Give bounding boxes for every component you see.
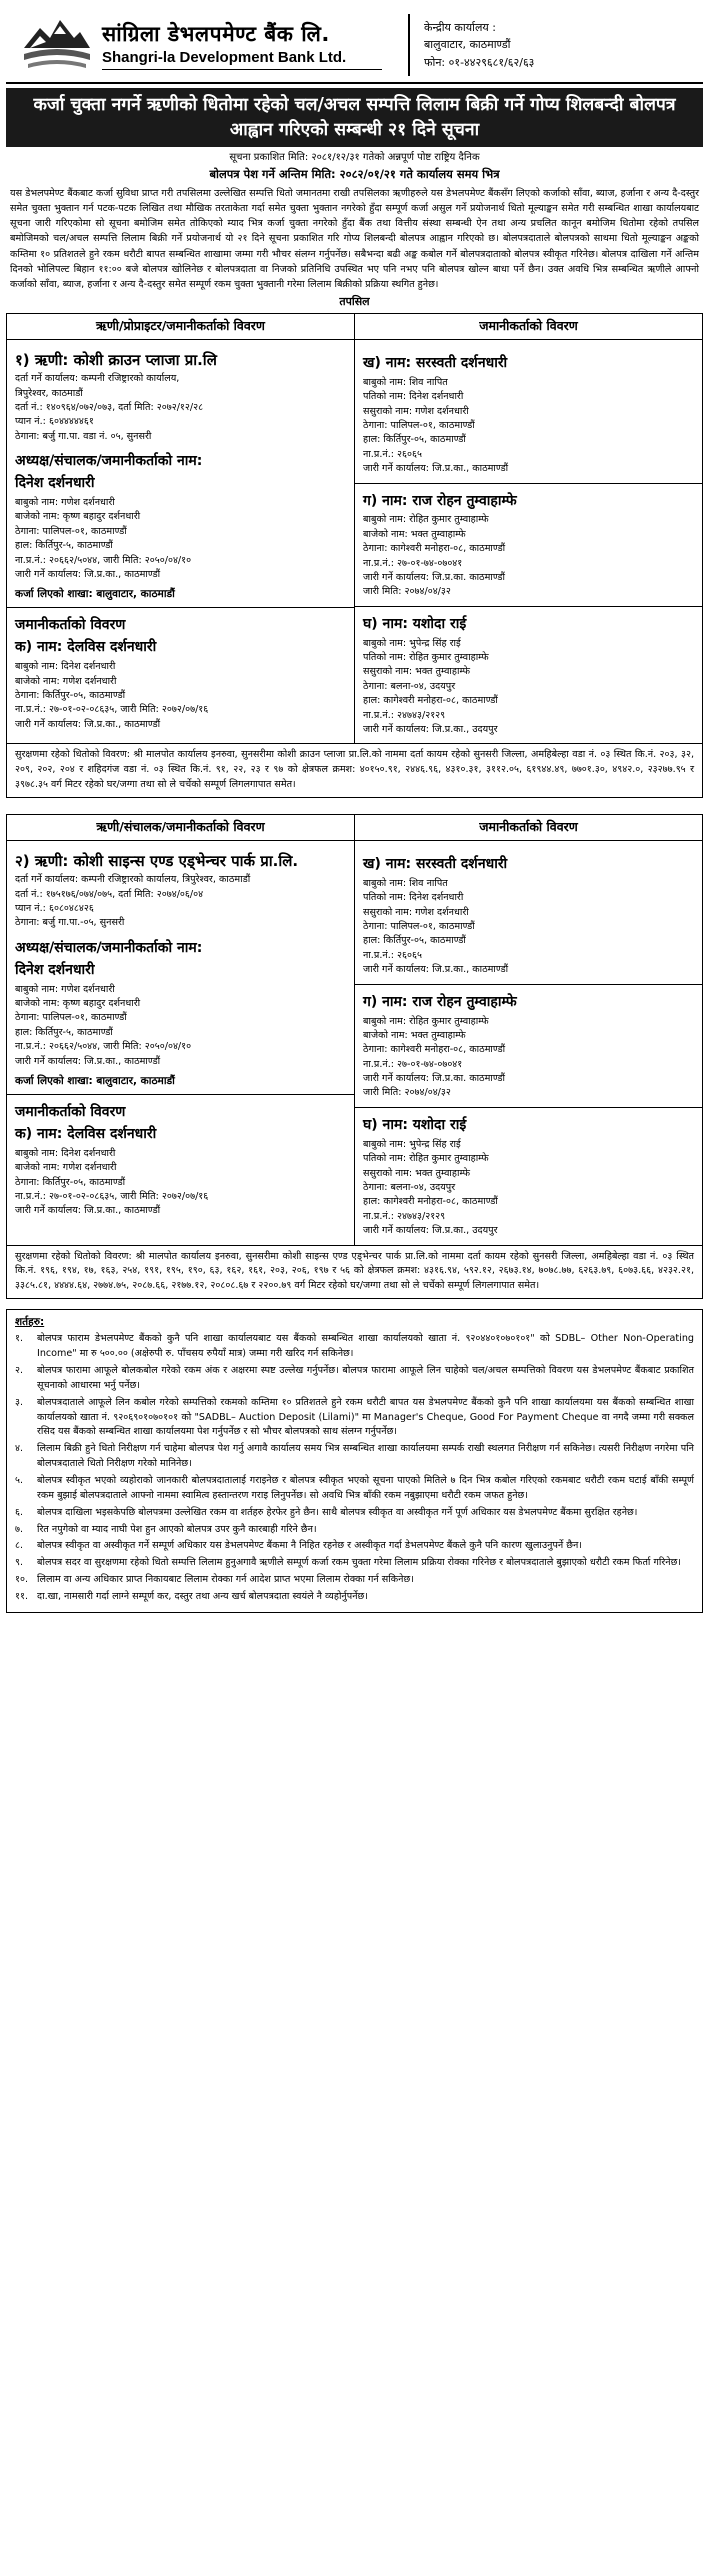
column-header: जमानीकर्ताको विवरण [355, 314, 702, 340]
term-item [15, 1506, 694, 1521]
guarantor-line: बाजेको नाम: भक्त तुम्वाहाम्फे [363, 1029, 466, 1041]
guarantor-line: जारी गर्ने कार्यालय: जि.प्र.का., काठमाण्डौं [363, 463, 509, 475]
guarantor-line: ठेगाना: किर्तिपुर-०५, काठमाण्डौं [15, 1176, 126, 1188]
bank-logo-icon [20, 14, 94, 76]
guarantor-line: जारी गर्ने कार्यालय: जि.प्र.का. काठमाण्डौं [363, 1073, 506, 1085]
term-item [15, 1539, 694, 1554]
director-line: ठेगाना: पालिपल-०१, काठमाण्डौं [15, 525, 127, 537]
director-line: बाबुको नाम: गणेश दर्शनधारी [15, 496, 115, 508]
director-heading: अध्यक्ष/संचालक/जमानीकर्ताको नाम: [15, 939, 203, 956]
collateral-details: सुरक्षणमा रहेको धितोको विवरण: श्री मालपोत कार्यालय इनरुवा, सुनसरीमा कोशी क्राउन प्लाजा प्रा.लि.को नाममा दर्ता कायम रहेको सुनसरी जिल्ला, अमहिबेल्हा वडा नं. ०३ स्थित कि.नं. २०३, ३२, २०९, २०२, २०४ र शहिदगंज वडा नं. ०३ स्थित कि.नं. ९१, २२, २३ र ९७ को क्षेत्रफल क्रमश: ४०१५०.९१, २४४६.९६, ४३१०.३१, ३११२.०५, ६१९४४.४९, ७७०१.३०, ४९४२.०, २३२७७.९५ र ३९७८.३५ वर्ग मिटर रहेको घर/जग्गा तथा सो ले चर्चेको सम्पूर्ण लिगलगापात समेत। [6, 744, 703, 798]
director-line: ना.प्र.नं.: २०६६२/५०४४, जारी मिति: २०५०/०४/१० [15, 554, 192, 566]
guarantor-line: ससुराको नाम: भक्त तुम्वाहाम्फे [363, 1167, 470, 1179]
guarantor-line: हाल: किर्तिपुर-०५, काठमाण्डौं [363, 935, 466, 947]
guarantor-line: ससुराको नाम: गणेश दर्शनधारी [363, 906, 469, 918]
term-item [15, 1590, 694, 1605]
term-item [15, 1364, 694, 1394]
borrower-line: दर्ता नं.: १४०९६४/०७२/०७३, दर्ता मिति: २०७२/१२/२८ [15, 401, 204, 413]
guarantor-line: जारी गर्ने कार्यालय: जि.प्र.का., काठमाण्डौं [15, 718, 161, 730]
director-line: हाल: किर्तिपुर-५, काठमाण्डौं [15, 540, 113, 552]
guarantor-line: बाबुको नाम: रोहित कुमार तुम्वाहाम्फे [363, 514, 489, 526]
borrower-line: त्रिपुरेश्वर, काठमाडौं [15, 387, 83, 399]
guarantor-line: हाल: कागेश्वरी मनोहरा-०८, काठमाण्डौं [363, 695, 498, 707]
borrower-name: १) ऋणी: कोशी क्राउन प्लाजा प्रा.लि [15, 350, 217, 369]
bank-name [102, 20, 382, 71]
term-number: ५. [15, 1474, 24, 1486]
divider [7, 607, 354, 608]
guarantor-line: जारी गर्ने कार्यालय: जि.प्र.का., उदयपुर [363, 724, 498, 736]
term-number: ६. [15, 1506, 24, 1518]
term-number: ९. [15, 1557, 24, 1569]
office-phone: फोन: ०१-४४२९६८१/६२/६३ [424, 55, 535, 69]
office-address: बालुवाटार, काठमाण्डौं [424, 38, 511, 52]
borrower-line: दर्ता गर्ने कार्यालय: कम्पनी रजिष्ट्रारको कार्यालय, त्रिपुरेश्वर, काठमाडौं [15, 874, 251, 886]
guarantor-line: ना.प्र.नं.: २६०६५ [363, 949, 422, 961]
borrower-line: ठेगाना: बर्जु गा.पा. वडा नं. ०५, सुनसरी [15, 430, 152, 442]
notice-body: यस डेभलपमेण्ट बैंकबाट कर्जा सुविधा प्राप्त गरी तपसिलमा उल्लेखित सम्पत्ति धितो जमानतमा राखी तपसिलका ऋणीहरुले यस डेभलपमेण्ट बैंकसँग लिएको कर्जाको साँवा, ब्याज, हर्जाना र अन्य दै-दस्तुर समेत चुक्ता भुक्तान गर्न पटक-पटक लिखित तथा मौखिक तरताकेता गर्दा समेत चुक्ता भुक्तान नगरेको हुँदा सम्पूर्ण कर्जा असुल गर्ने प्रयोजनार्थ धितो मूल्याङ्कन समेत गरी सम्बन्धित शाखा कार्यालयबाट सूचना जारी गरिएकोमा सो सूचना बमोजिम समेत तोकिएको म्याद भित्र कर्जा चुक्ता नगरेको हुँदा बैंक तथा वित्तीय संस्था सम्बन्धी ऐन तथा अन्य प्रचलित कानून बमोजिम धितोमा रहेको तपसिल बमोजिमको चल/अचल सम्पत्ति लिलाम बिक्री गर्ने प्रयोजनार्थ यो २१ दिने सूचना प्रकाशित गरि गोप्य शिलबन्दी बोलपत्र आह्वान गरिएको छ। बोलपत्रदाताले बोलपत्रको साथमा धितो मूल्याङ्कन अङ्कको कम्तिमा १० प्रतिशतले हुने रकम धरौटी बापत सम्बन्धित शाखामा जम्मा गरी भौचर संलग्न गर्नुपर्नेछ। सबैभन्दा बढी अङ्क कबोल गर्ने बोलपत्रदाताको बोलपत्र स्वीकृत गरिनेछ। बोलपत्र दाखिला गर्ने अन्तिम दिनको भोलिपल्ट बिहान ११:०० बजे बोलपत्र खोलिनेछ र बोलपत्रदाता वा निजको प्रतिनिधि उपस्थित भए पनि नभए पनि बोलपत्र खोल्न बाधा पर्ने छैन। उक्त अवधि भित्र सम्बन्धित ऋणीले आफ्नो कर्जाको साँवा, ब्याज, हर्जाना र अन्य दै-दस्तुर समेत सम्पूर्ण रकम चुक्ता भुक्तानी गरेमा लिलाम बिक्रीको प्रक्रिया स्थगित हुनेछ। [10, 188, 699, 290]
term-text: बोलपत्र दाखिला भइसकेपछि बोलपत्रमा उल्लेखित रकम वा शर्तहरु हेरफेर हुने छैन। साथै बोलपत्र स्वीकृत वा अस्वीकृत गर्ने पूर्ण अधिकार यस डेभलपमेण्ट बैंकमा सुरक्षित रहनेछ। [37, 1506, 638, 1518]
guarantor-line: जारी गर्ने कार्यालय: जि.प्र.का., उदयपुर [363, 1225, 498, 1237]
director-line: ठेगाना: पालिपल-०१, काठमाण्डौं [15, 1012, 127, 1024]
guarantor-line: जारी गर्ने कार्यालय: जि.प्र.का., काठमाण्डौं [15, 1205, 161, 1217]
borrower-column [7, 314, 354, 743]
term-item [15, 1442, 694, 1472]
director-line: हाल: किर्तिपुर-५, काठमाण्डौं [15, 1026, 113, 1038]
borrower-line: प्यान नं.: ६०४४४४४६१ [15, 416, 94, 428]
guarantor-name: ग) नाम: राज रोहन तुम्वाहाम्फे [363, 492, 517, 509]
divider [7, 1094, 354, 1095]
director-name: दिनेश दर्शनधारी [15, 475, 95, 492]
column-header: ऋणी/संचालक/जमानीकर्ताको विवरण [7, 815, 354, 841]
guarantor-line: जारी मिति: २०७४/०४/३२ [363, 586, 451, 598]
term-text: लिलाम बिक्री हुने धितो निरीक्षण गर्न चाहेमा बोलपत्र पेश गर्नु अगावै कार्यालय समय भित्र सम्बन्धित शाखा कार्यालयमा सम्पर्क राखी स्थलगत निरीक्षण गर्न सकिनेछ। त्यसरी निरीक्षण नगरेमा पनि बोलपत्रदाताले धितो निरीक्षण गरेको मानिनेछ। [37, 1443, 694, 1470]
guarantor-line: पतिको नाम: दिनेश दर्शनधारी [363, 892, 464, 904]
borrower-table-1 [6, 313, 703, 744]
guarantor-line: ना.प्र.नं.: २४७४३/२१२९ [363, 709, 446, 721]
term-text: बोलपत्र फाराम डेभलपमेण्ट बैंकको कुनै पनि शाखा कार्यालयबाट यस बैंकको सम्बन्धित शाखा कार्यालयको खाता नं. ९२०४४०१०७०१०१" को SDBL– Other Non-Operating Income" मा रु ५००.०० (अक्षेरुपी रु. पाँचसय रुपैयाँ मात्र) जम्मा गरी खरिद गर्न सकिनेछ। [37, 1333, 694, 1360]
term-number: २. [15, 1364, 24, 1376]
guarantor-line: ठेगाना: किर्तिपुर-०५, काठमाण्डौं [15, 690, 126, 702]
office-label: केन्द्रीय कार्यालय : [424, 20, 496, 34]
guarantor-line: जारी गर्ने कार्यालय: जि.प्र.का., काठमाण्डौं [363, 964, 509, 976]
borrower-column [7, 815, 354, 1244]
guarantor-line: बाबुको नाम: शिव नापित [363, 376, 448, 388]
divider [355, 606, 702, 607]
guarantor-column [354, 314, 702, 743]
divider [355, 1107, 702, 1108]
bank-name-nepali: सांग्रिला डेभलपमेण्ट बैंक लि. [102, 21, 330, 46]
column-header: जमानीकर्ताको विवरण [355, 815, 702, 841]
guarantor-name: क) नाम: देलविस दर्शनधारी [15, 639, 157, 656]
director-heading: अध्यक्ष/संचालक/जमानीकर्ताको नाम: [15, 453, 203, 470]
guarantor-line: हाल: कागेश्वरी मनोहरा-०८, काठमाण्डौं [363, 1196, 498, 1208]
term-item [15, 1474, 694, 1504]
collateral-details: सुरक्षणमा रहेको धितोको विवरण: श्री मालपोत कार्यालय इनरुवा, सुनसरीमा कोशी साइन्स एण्ड एड्भेन्चर पार्क प्रा.लि.को नाममा दर्ता कायम रहेको सुनसरी जिल्ला, अमहिबेल्हा वडा नं. ०३ स्थित कि.नं. १९६, १९४, १७, १६३, २५४, १९१, १९५, १९०, ६३, १६२, १६१, २०३, २०६, १९७ र ५६ को क्षेत्रफल क्रमश: ४३१६.९४, ५९२.१२, २६७३.१४, ७०७८.७७, ६२६३.७९, ६०७३.६६, ४२३२.२१, ३३८५.८१, ४४४४.६४, २७७४.७५, २०८७.६६, २१७७.१२, २०८०८.६७ र २२००.७९ वर्ग मिटर रहेको घर/जग्गा तथा सो ले चर्चेको सम्पूर्ण लिगलगापात समेत। [6, 1246, 703, 1300]
guarantor-name: क) नाम: देलविस दर्शनधारी [15, 1126, 157, 1143]
term-item [15, 1332, 694, 1362]
guarantor-name: घ) नाम: यशोदा राई [363, 615, 467, 632]
term-text: लिलाम वा अन्य अधिकार प्राप्त निकायबाट लिलाम रोक्का गर्न आदेश प्राप्त भएमा लिलाम रोक्का गर्न सकिनेछ। [37, 1574, 414, 1586]
term-text: रित नपुगेको वा म्याद नाघी पेश हुन आएको बोलपत्र उपर कुनै कारबाही गरिने छैन। [37, 1523, 317, 1535]
guarantor-line: ना.प्र.नं.: २७-०१-०२-०८६३५, जारी मिति: २०७२/०७/१६ [15, 1191, 209, 1203]
term-number: ७. [15, 1523, 24, 1535]
director-name: दिनेश दर्शनधारी [15, 961, 95, 978]
term-item [15, 1573, 694, 1588]
director-line: ना.प्र.नं.: २०६६२/५०४४, जारी मिति: २०५०/०४/१० [15, 1041, 192, 1053]
guarantor-line: बाजेको नाम: गणेश दर्शनधारी [15, 675, 117, 687]
term-text: बोलपत्र स्वीकृत भएको व्यहोराको जानकारी बोलपत्रदातालाई गराइनेछ र बोलपत्र स्वीकृत भएको सूचना पाएको मितिले ७ दिन भित्र कबोल गरिएको रकमबाट धरौटी रकम घटाई बाँकी सम्पूर्ण रकम बुझाई बोलपत्रदाताले आफ्नो नाममा स्वामित्व हस्तान्तरण गराइ लिनुपर्नेछ। सो अवधि भित्र बाँकी रकम नबुझाएमा धरौटी रकम जफत हुनेछ। [37, 1474, 694, 1501]
term-text: बोलपत्रदाताले आफूले लिन कबोल गरेको सम्पत्तिको रकमको कम्तिमा १० प्रतिशतले हुने रकम धरौटी बापत यस डेभलपमेण्ट बैंकको कुनै पनि शाखा कार्यालयमा यस बैंकको सम्बन्धित शाखा कार्यालयको खाता नं. ९२०६९०१०७०१०१ को "SADBL– Auction Deposit (Lilami)" मा Manager's Cheque, Good For Payment Cheque वा नगदै जम्मा गरी सक्कल रसिद यस बैंकको सम्बन्धित शाखा कार्यालयमा पेश गर्नुपर्नेछ र सो भौचर बोलपत्रको साथ संलग्न गर्नुपर्नेछ। [37, 1396, 694, 1438]
guarantor-line: बाबुको नाम: दिनेश दर्शनधारी [15, 661, 116, 673]
submission-deadline: बोलपत्र पेश गर्ने अन्तिम मिति: २०८२/०१/२१ गते कार्यालय समय भित्र [209, 166, 500, 181]
term-number: ३. [15, 1396, 24, 1408]
guarantor-line: ससुराको नाम: भक्त तुम्वाहाम्फे [363, 666, 470, 678]
term-item [15, 1556, 694, 1571]
guarantor-line: पतिको नाम: रोहित कुमार तुम्वाहाम्फे [363, 652, 489, 664]
borrower-table-2 [6, 814, 703, 1245]
guarantor-name: ख) नाम: सरस्वती दर्शनधारी [363, 856, 508, 873]
term-number: ८. [15, 1540, 24, 1552]
guarantor-line: बाजेको नाम: भक्त तुम्वाहाम्फे [363, 528, 466, 540]
schedule-heading: तपसिल [339, 295, 370, 309]
guarantor-line: ना.प्र.नं.: २७-०१-७४-०७०४१ [363, 1058, 463, 1070]
guarantor-line: ठेगाना: कागेश्वरी मनोहरा-०८, काठमाण्डौं [363, 1044, 506, 1056]
term-text: बोलपत्र फारामा आफूले बोलकबोल गरेको रकम अंक र अक्षरमा स्पष्ट उल्लेख गर्नुपर्नेछ। बोलपत्र फारामा आफूले लिन चाहेको चल/अचल सम्पत्तिको विवरण यस डेभलपमेण्ट बैंकबाट प्रकाशित सूचनाको आधारमा भर्नु पर्नेछ। [37, 1364, 694, 1391]
term-text: बोलपत्र स्वीकृत वा अस्वीकृत गर्ने सम्पूर्ण अधिकार यस डेभलपमेण्ट बैंकमा नै निहित रहनेछ र अस्वीकृत गर्दा डेभलपमेण्ट बैंकले कुनै पनि कारण खुलाउनुपर्ने छैन। [37, 1540, 582, 1552]
terms-title: शर्तहरु: [15, 1316, 45, 1329]
guarantor-heading: जमानीकर्ताको विवरण [15, 1104, 126, 1121]
guarantor-line: ना.प्र.नं.: २४७४३/२१२९ [363, 1210, 446, 1222]
term-text: बोलपत्र सदर वा सुरक्षणमा रहेको धितो सम्पत्ति लिलाम हुनुअगावै ऋणीले सम्पूर्ण कर्जा रकम चुक्ता गरेमा लिलाम प्रक्रिया रोक्का गरिनेछ र बोलपत्रदाताले बुझाएको धरौटी रकम फिर्ता गरिनेछ। [37, 1557, 681, 1569]
divider [355, 483, 702, 484]
guarantor-name: घ) नाम: यशोदा राई [363, 1116, 467, 1133]
guarantor-line: ना.प्र.नं.: २७-०१-७४-०७०४१ [363, 557, 463, 569]
header-divider [408, 14, 410, 76]
bank-name-english: Shangri-la Development Bank Ltd. [102, 48, 382, 70]
borrower-name: २) ऋणी: कोशी साइन्स एण्ड एड्भेन्चर पार्क प्रा.लि. [15, 852, 299, 871]
director-line: बाबुको नाम: गणेश दर्शनधारी [15, 983, 115, 995]
guarantor-line: बाबुको नाम: शिव नापित [363, 877, 448, 889]
term-number: १०. [15, 1574, 29, 1586]
terms-conditions [6, 1309, 703, 1613]
guarantor-line: ठेगाना: पालिपल-०१, काठमाण्डौं [363, 420, 475, 432]
term-item [15, 1523, 694, 1538]
borrower-line: दर्ता नं.: १७५१७६/०७४/०७५, दर्ता मिति: २०७४/०६/०४ [15, 888, 204, 900]
guarantor-line: ठेगाना: पालिपल-०१, काठमाण्डौं [363, 921, 475, 933]
term-text: दा.खा, नामसारी गर्दा लाग्ने सम्पूर्ण कर, दस्तुर तथा अन्य खर्च बोलपत्रदाता स्वयंले नै व्यहोर्नुपर्नेछ। [37, 1591, 368, 1602]
guarantor-column [354, 815, 702, 1244]
guarantor-line: ठेगाना: बलना-०४, उदयपुर [363, 1181, 456, 1193]
guarantor-line: बाजेको नाम: गणेश दर्शनधारी [15, 1162, 117, 1174]
director-line: बाजेको नाम: कृष्ण बहादुर दर्शनधारी [15, 511, 141, 523]
guarantor-line: हाल: किर्तिपुर-०५, काठमाण्डौं [363, 434, 466, 446]
guarantor-heading: जमानीकर्ताको विवरण [15, 617, 126, 634]
director-line: बाजेको नाम: कृष्ण बहादुर दर्शनधारी [15, 998, 141, 1009]
borrower-line: प्यान नं.: ६०८०४८४२६ [15, 903, 94, 915]
guarantor-line: बाबुको नाम: रोहित कुमार तुम्वाहाम्फे [363, 1015, 489, 1027]
office-info [424, 19, 534, 72]
guarantor-line: बाबुको नाम: भुपेन्द्र सिंह राई [363, 1138, 461, 1150]
director-line: जारी गर्ने कार्यालय: जि.प्र.का., काठमाण्डौं [15, 568, 161, 580]
term-item [15, 1396, 694, 1441]
director-line: जारी गर्ने कार्यालय: जि.प्र.का., काठमाण्डौं [15, 1055, 161, 1067]
loan-branch: कर्जा लिएको शाखा: बालुवाटार, काठमाडौं [15, 1074, 175, 1087]
term-number: ४. [15, 1443, 24, 1455]
guarantor-line: ठेगाना: कागेश्वरी मनोहरा-०८, काठमाण्डौं [363, 543, 506, 555]
loan-branch: कर्जा लिएको शाखा: बालुवाटार, काठमाडौं [15, 588, 175, 601]
guarantor-line: जारी गर्ने कार्यालय: जि.प्र.का. काठमाण्डौं [363, 572, 506, 584]
letterhead [6, 8, 703, 84]
notice-title: कर्जा चुक्ता नगर्ने ऋणीको धितोमा रहेको चल/अचल सम्पत्ति लिलाम बिक्री गर्ने गोप्य शिलबन्दी बोलपत्र आह्वान गरिएको सम्बन्धी २१ दिने सूचना [6, 88, 703, 147]
borrower-line: ठेगाना: बर्जु गा.पा.-०५, सुनसरी [15, 917, 125, 929]
guarantor-name: ख) नाम: सरस्वती दर्शनधारी [363, 354, 508, 371]
divider [355, 984, 702, 985]
guarantor-line: जारी मिति: २०७४/०४/३२ [363, 1087, 451, 1099]
guarantor-name: ग) नाम: राज रोहन तुम्वाहाम्फे [363, 993, 517, 1010]
guarantor-line: पतिको नाम: रोहित कुमार तुम्वाहाम्फे [363, 1153, 489, 1165]
guarantor-line: बाबुको नाम: भुपेन्द्र सिंह राई [363, 637, 461, 649]
guarantor-line: ना.प्र.नं.: २७-०१-०२-०८६३५, जारी मिति: २०७२/०७/१६ [15, 704, 209, 716]
publication-date: सूचना प्रकाशित मिति: २०८१/१२/३१ गतेको अन्नपूर्ण पोष्ट राष्ट्रिय दैनिक [229, 152, 480, 163]
column-header: ऋणी/प्रोप्राइटर/जमानीकर्ताको विवरण [7, 314, 354, 340]
guarantor-line: ससुराको नाम: गणेश दर्शनधारी [363, 405, 469, 417]
borrower-line: दर्ता गर्ने कार्यालय: कम्पनी रजिष्ट्रारको कार्यालय, [15, 373, 180, 385]
term-number: ११. [15, 1591, 29, 1602]
guarantor-line: ना.प्र.नं.: २६०६५ [363, 448, 422, 460]
term-number: १. [15, 1333, 24, 1345]
guarantor-line: पतिको नाम: दिनेश दर्शनधारी [363, 391, 464, 403]
guarantor-line: बाबुको नाम: दिनेश दर्शनधारी [15, 1147, 116, 1159]
guarantor-line: ठेगाना: बलना-०४, उदयपुर [363, 680, 456, 692]
